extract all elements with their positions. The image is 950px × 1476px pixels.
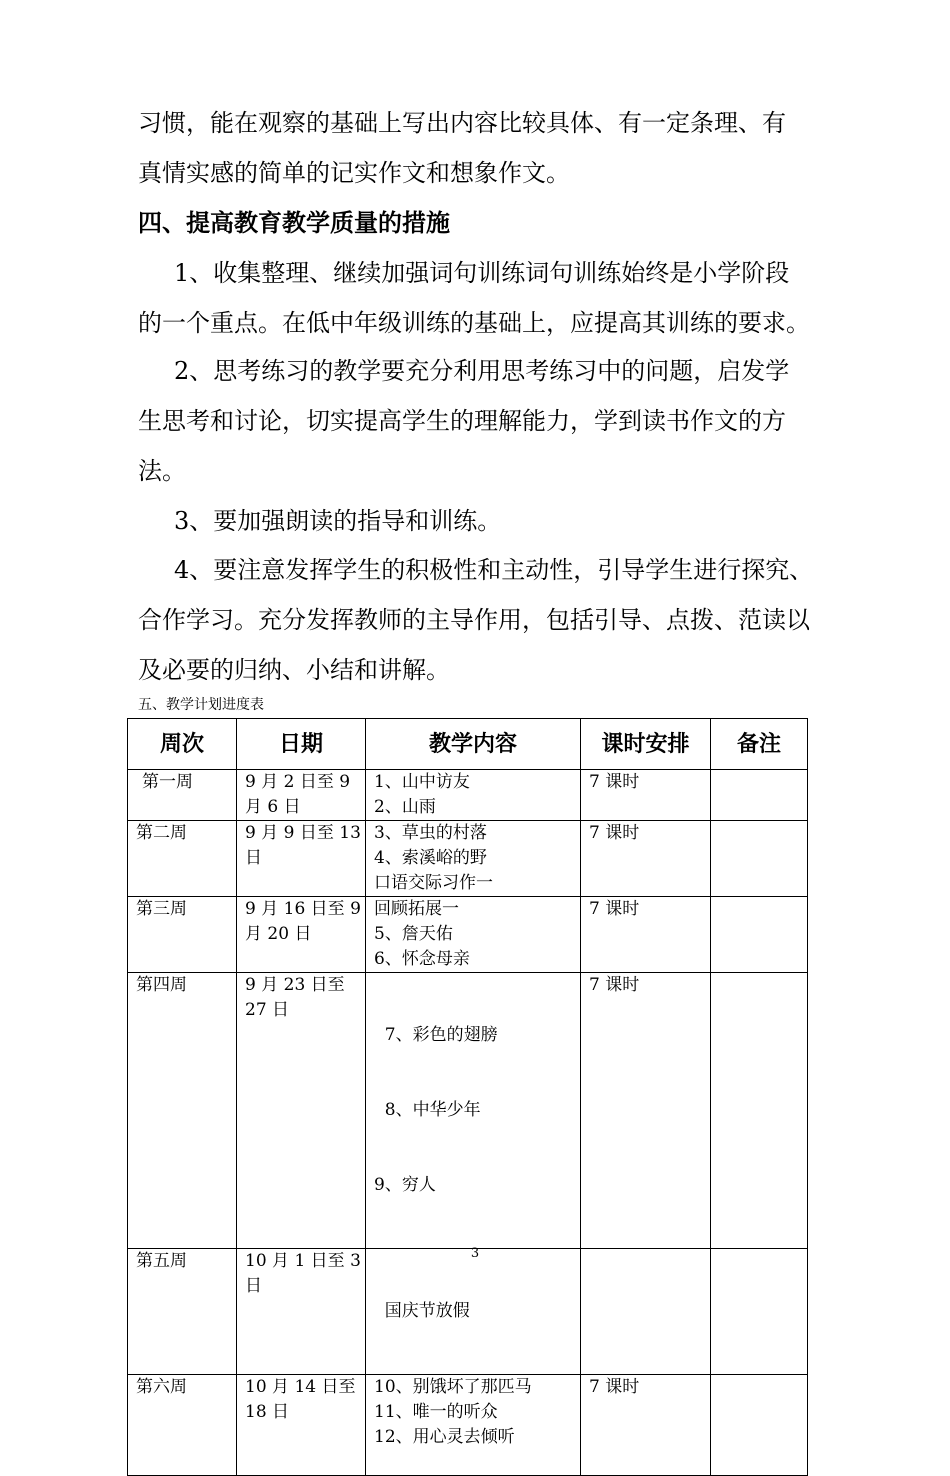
- week-cell: 第五周: [128, 1249, 237, 1375]
- lesson-item: 国庆节放假: [374, 1301, 470, 1321]
- lesson-item: 7、彩色的翅膀: [374, 1025, 498, 1045]
- header-date: 日期: [237, 719, 366, 770]
- content-cell: [366, 1249, 581, 1375]
- paragraph-measure-2: [138, 346, 838, 496]
- table-row: [128, 897, 808, 973]
- lesson-item: 6、怀念母亲: [374, 949, 470, 969]
- lesson-item: 口语交际习作一: [374, 873, 493, 893]
- hours-cell: 7 课时: [581, 973, 711, 1249]
- paragraph-intro: [138, 98, 838, 198]
- text-line: 生思考和讨论，切实提高学生的理解能力，学到读书作文的方: [138, 407, 786, 435]
- date-line: 月 20 日: [245, 924, 312, 944]
- date-line: 10 月 1 日至 3: [245, 1251, 361, 1271]
- lesson-item: 10、别饿坏了那匹马: [374, 1377, 532, 1397]
- date-cell: [237, 897, 366, 973]
- week-cell: 第二周: [128, 821, 237, 897]
- notes-cell: [711, 1249, 808, 1375]
- text-line: 及必要的归纳、小结和讲解。: [138, 656, 450, 684]
- header-notes: 备注: [711, 719, 808, 770]
- schedule-table: [127, 718, 808, 1476]
- date-line: 日: [245, 848, 262, 868]
- text-line: 4、要注意发挥学生的积极性和主动性，引导学生进行探究、: [174, 556, 814, 584]
- text-line: 习惯，能在观察的基础上写出内容比较具体、有一定条理、有: [138, 109, 786, 137]
- date-line: 日: [245, 1276, 262, 1296]
- lesson-item: 4、索溪峪的野: [374, 848, 487, 868]
- content-cell: [366, 973, 581, 1249]
- table-row: [128, 821, 808, 897]
- notes-cell: [711, 973, 808, 1249]
- lesson-item: 9、穷人: [374, 1175, 436, 1195]
- date-line: 月 6 日: [245, 797, 301, 817]
- date-line: 9 月 16 日至 9: [245, 899, 361, 919]
- date-cell: [237, 770, 366, 821]
- table-row: [128, 1249, 808, 1375]
- date-line: 9 月 23 日至: [245, 975, 345, 995]
- table-caption: 五、教学计划进度表: [138, 697, 264, 713]
- content-cell: [366, 770, 581, 821]
- paragraph-measure-3: [138, 496, 838, 546]
- table-row: [128, 770, 808, 821]
- content-cell: [366, 897, 581, 973]
- week-cell: 第四周: [128, 973, 237, 1249]
- lesson-item: 5、詹天佑: [374, 924, 453, 944]
- paragraph-measure-4: [138, 545, 838, 695]
- lesson-item: 12、用心灵去倾听: [374, 1427, 515, 1447]
- hours-cell: 7 课时: [581, 897, 711, 973]
- page-number: 3: [470, 1246, 480, 1261]
- hours-cell: [581, 1249, 711, 1375]
- table-row: [128, 1375, 808, 1476]
- date-line: 27 日: [245, 1000, 290, 1020]
- week-cell: 第三周: [128, 897, 237, 973]
- content-cell: [366, 1375, 581, 1476]
- notes-cell: [711, 897, 808, 973]
- header-week: 周次: [128, 719, 237, 770]
- hours-cell: 7 课时: [581, 821, 711, 897]
- date-line: 9 月 9 日至 13: [245, 823, 361, 843]
- table-row: [128, 973, 808, 1249]
- notes-cell: [711, 821, 808, 897]
- text-line: 真情实感的简单的记实作文和想象作文。: [138, 159, 570, 187]
- date-line: 18 日: [245, 1402, 290, 1422]
- text-line: 法。: [138, 457, 186, 485]
- notes-cell: [711, 1375, 808, 1476]
- lesson-item: 11、唯一的听众: [374, 1402, 498, 1422]
- week-cell: 第一周: [128, 770, 237, 821]
- week-cell: 第六周: [128, 1375, 237, 1476]
- date-cell: [237, 1375, 366, 1476]
- section-heading: 四、提高教育教学质量的措施: [138, 209, 450, 237]
- text-line: 合作学习。充分发挥教师的主导作用，包括引导、点拨、范读以: [138, 606, 810, 634]
- lesson-item: 1、山中访友: [374, 772, 470, 792]
- hours-cell: 7 课时: [581, 770, 711, 821]
- lesson-item: 8、中华少年: [374, 1100, 481, 1120]
- text-line: 1、收集整理、继续加强词句训练词句训练始终是小学阶段: [174, 259, 790, 287]
- text-line: 的一个重点。在低中年级训练的基础上，应提高其训练的要求。: [138, 309, 810, 337]
- text-line: 3、要加强朗读的指导和训练。: [174, 507, 502, 535]
- header-content: 教学内容: [366, 719, 581, 770]
- header-hours: 课时安排: [581, 719, 711, 770]
- paragraph-measure-1: [138, 248, 838, 348]
- lesson-item: 回顾拓展一: [374, 899, 459, 919]
- date-cell: [237, 973, 366, 1249]
- notes-cell: [711, 770, 808, 821]
- table-header-row: [128, 719, 808, 770]
- lesson-item: 2、山雨: [374, 797, 436, 817]
- lesson-item: 3、草虫的村落: [374, 823, 487, 843]
- hours-cell: 7 课时: [581, 1375, 711, 1476]
- date-cell: [237, 821, 366, 897]
- text-line: 2、思考练习的教学要充分利用思考练习中的问题，启发学: [174, 357, 790, 385]
- date-cell: [237, 1249, 366, 1375]
- date-line: 10 月 14 日至: [245, 1377, 356, 1397]
- content-cell: [366, 821, 581, 897]
- date-line: 9 月 2 日至 9: [245, 772, 351, 792]
